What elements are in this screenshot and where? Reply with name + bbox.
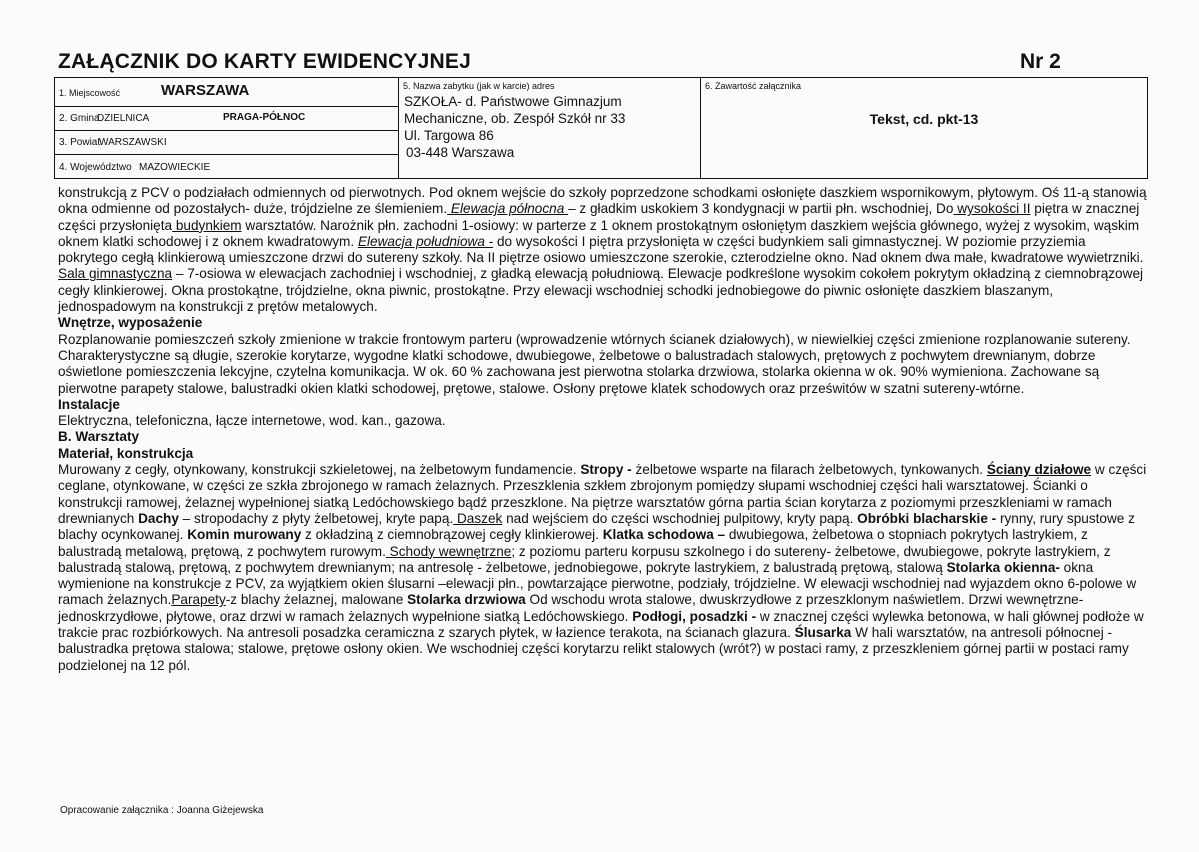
underlined-text: Schody wewnętrzne; — [385, 543, 516, 559]
bold-text: Obróbki blacharskie - — [853, 510, 997, 526]
text: Od wschodu wrota stalowe, dwuskrzydłowe z przeszklonym naświetlem. Drzwi wewnętrzne- jednoskrzydłowe, płytowe, oraz drzwi w ramach żelaznych wypełnione siatką Ledóchowskiego. — [58, 592, 1084, 624]
gmina-label: 2. Gmina — [59, 113, 100, 124]
nazwa-line: SZKOŁA- d. Państwowe Gimnazjum — [404, 94, 622, 109]
bold-text: Stolarka okienna- — [942, 559, 1060, 575]
text: konstrukcją z PCV o podziałach odmiennych od pierwotnych. Pod oknem wejście do szkoły poprzedzone schodkami osłonięte daszkiem wspornikowym, płytowym. Oś 11-ą stanowią okna odmienne od pozostałych- duże, trójdzielne ze ślemieniem. — [58, 185, 1147, 217]
paragraph — [58, 462, 1148, 674]
powiat-value: WARSZAWSKI — [99, 137, 167, 148]
nazwa-label: 5. Nazwa zabytku (jak w karcie) adres — [403, 81, 555, 91]
attachment-number: Nr 2 — [1020, 50, 1061, 73]
miejscowosc-cell — [55, 78, 398, 107]
text: do wysokości I piętra przysłonięta w części budynkiem sali gimnastycznej. W poziomie przyziemia pokrytego cegłą klinkierową umieszczone drzwi do sutereny szkoły. Na II piętrze osiowo umieszczone szerokie, czterodzielne okno. Nad oknem dwa małe, kwadratowe wywietrzniki. — [58, 233, 1144, 266]
miejscowosc-value: WARSZAWA — [161, 82, 250, 99]
gmina-cell — [55, 107, 398, 131]
underlined-text: budynkiem — [172, 217, 242, 233]
underlined-text: Daszek — [453, 510, 503, 526]
text: – 7-osiowa w elewacjach zachodniej i wschodniej, z gładką elewacją południową. Elewacje podkreślone wysokim cokołem pokrytym okładziną z ciemnobrązowej cegły klinkierowej. Okna prostokątne, trójdzielne, okna piwnic, prostokątne. Przy elewacji wschodniej schodki jednobiegowe do piwnic osłonięte daszkiem blaszanym, jednospadowym na konstrukcji z prętów metalowych. — [58, 266, 1144, 315]
zawartosc-label: 6. Zawartość załącznika — [705, 81, 802, 91]
section-heading: Materiał, konstrukcja — [58, 445, 194, 461]
paragraph — [58, 266, 1148, 315]
text: rynny, rury spustowe z blachy ocynkowanej. — [58, 510, 1135, 543]
nazwa-line: 03-448 Warszawa — [406, 145, 515, 160]
zawartosc-value: Tekst, cd. pkt-13 — [869, 111, 979, 127]
text: -z blachy żelaznej, malowane — [225, 592, 404, 608]
nazwa-line: Mechaniczne, ob. Zespół Szkół nr 33 — [404, 111, 626, 126]
gmina-value: DZIELNICA — [97, 113, 150, 124]
underlined-text: Elewacja północna — [447, 201, 569, 217]
paragraph — [58, 185, 1148, 266]
bold-text: Komin murowany — [183, 527, 302, 543]
section-heading: Instalacje — [58, 396, 120, 412]
paragraph: Elektryczna, telefoniczna, łącze internetowe, wod. kan., gazowa. — [58, 413, 446, 429]
location-column — [55, 78, 399, 178]
nazwa-line: Ul. Targowa 86 — [404, 128, 494, 143]
text: żelbetowe wsparte na filarach żelbetowych, tynkowanych. — [631, 462, 984, 478]
wojewodztwo-value: MAZOWIECKIE — [139, 162, 211, 173]
nazwa-value — [404, 93, 625, 161]
underlined-text: Sala gimnastyczna — [58, 266, 173, 282]
body-text — [58, 185, 1148, 674]
paragraph: Rozplanowanie pomieszczeń szkoły zmienione w trakcie frontowym parteru (wprowadzenie wtórnych ścianek działowych), w niewielkiej części zmienione rozplanowanie sutereny. Charakterystyczne są długie, szerokie korytarze, wygodne klatki schodowe, dwubiegowe, żelbetowe o balustradach stalowych, prętowych z pochwytem drewnianym, dobrze oświetlone pomieszczenia lekcyjne, czytelna komunikacja. W ok. 60 % zachowana jest pierwotna stolarka drzwiowa, stolarka okienna w ok. 90% wymieniona. Zachowane są pierwotne parapety stalowe, balustradki okien klatki schodowej, prętowe, stalowe. Osłony prętowe klatek schodowych oraz prześwitów w szatni sutereny-wtórne. — [58, 331, 1131, 396]
miejscowosc-label: 1. Miejscowość — [59, 88, 121, 98]
section-heading: Wnętrze, wyposażenie — [58, 315, 203, 331]
bold-text: Stolarka drzwiowa — [403, 592, 526, 608]
gmina-value2: PRAGA-PÓŁNOC — [223, 112, 306, 123]
bold-text: Stropy - — [576, 462, 632, 478]
text: – stropodachy z płyty żelbetowej, kryte papą. — [178, 510, 454, 526]
underlined-text: Elewacja południowa - — [357, 233, 494, 249]
wojewodztwo-label: 4. Województwo — [59, 162, 132, 173]
text: z okładziną z ciemnobrązowej cegły klinkierowej. — [301, 527, 599, 543]
bold-text: Dachy — [134, 510, 179, 526]
bold-text: Podłogi, posadzki - — [628, 608, 757, 624]
text: okna wymienione na konstrukcje z PCV, za wyjątkiem okien ślusarni –elewacji płn., powtarzające pierwotne, podziały, trójdzielne. W elewacji wschodniej nad wyjazdem okno 6-polowe w ramach żelaznych. — [58, 559, 1137, 608]
bold-text: Klatka schodowa – — [598, 527, 726, 543]
text: dwubiegowa, żelbetowa o stopniach pokrytych lastrykiem, z balustradą metalową, prętową, z pochwytem rurowym. — [58, 527, 1088, 559]
underlined-text: wysokości II — [953, 201, 1031, 217]
bold-text: Ślusarka — [790, 625, 852, 641]
page-title: ZAŁĄCZNIK DO KARTY EWIDENCYJNEJ — [58, 50, 472, 73]
text: w znacznej części wylewka betonowa, w hali głównej podłoże w trakcie prac rozbiórkowych. Na antresoli posadzka ceramiczna z szarych płytek, w łazience terakota, na ścianach glazura. — [58, 608, 1144, 641]
bold-underlined-text: Ściany działowe — [986, 462, 1092, 478]
text: warsztatów. Narożnik płn. zachodni 1-osiowy: w parterze z 1 oknem prostokątnym osłoniętym daszkiem wejścia głównego, wyżej z wysokim, wąskim oknem klatki schodowej i z oknem kwadratowym. — [58, 217, 1140, 249]
text: W hali warsztatów, na antresoli północnej -balustradka prętowa stalowa; stalowe, prętowe osłony okien. We wschodniej części korytarzu relikt stalowych (wrót?) w postaci ramy, z przeszkleniem górnej partii w postaci ramy podzielonej na 12 pól. — [58, 625, 1129, 673]
text: – z gładkim uskokiem 3 kondygnacji w partii płn. wschodniej, Do — [568, 201, 954, 217]
text: piętra w znacznej części przysłonięta — [58, 201, 1140, 233]
powiat-label: 3. Powiat — [59, 137, 101, 148]
content-column — [701, 78, 1147, 178]
text: nad wejściem do części wschodniej pulpitowy, kryty papą. — [502, 510, 854, 526]
title-row — [58, 50, 1150, 76]
powiat-cell — [55, 131, 398, 155]
text: z poziomu parteru korpusu szkolnego i do sutereny- żelbetowe, dwubiegowe, pokryte lastrykiem, z balustradą stalową, prętową, z pochwytem drewnianym; na antresolę - żelbetowe, jednobiegowe, pokryte lastrykiem, z balustradą prętową, stalową — [58, 543, 1111, 575]
text: Murowany z cegły, otynkowany, konstrukcji szkieletowej, na żelbetowym fundamencie. — [58, 462, 577, 478]
footer-author: Opracowanie załącznika : Joanna Giżejewska — [60, 805, 264, 816]
underlined-text: Parapety — [171, 592, 226, 608]
wojewodztwo-cell — [55, 155, 398, 178]
header-table — [54, 77, 1148, 179]
monument-column — [399, 78, 701, 178]
text: w części ceglane, otynkowane, w części ze szkła zbrojonego w ramach żelaznych. Przeszklenia szkłem zbrojonym pomiędzy słupami wschodniej części hali warsztatowej. Ścianki o konstrukcji ramowej, żelaznej wypełnionej siatką Ledóchowskiego bądź przeszklone. Na piętrze warsztatów górna partia ścian korytarza z poziomymi przeszkleniami w ramach drewnianych — [58, 462, 1147, 526]
section-heading: B. Warsztaty — [58, 429, 140, 445]
